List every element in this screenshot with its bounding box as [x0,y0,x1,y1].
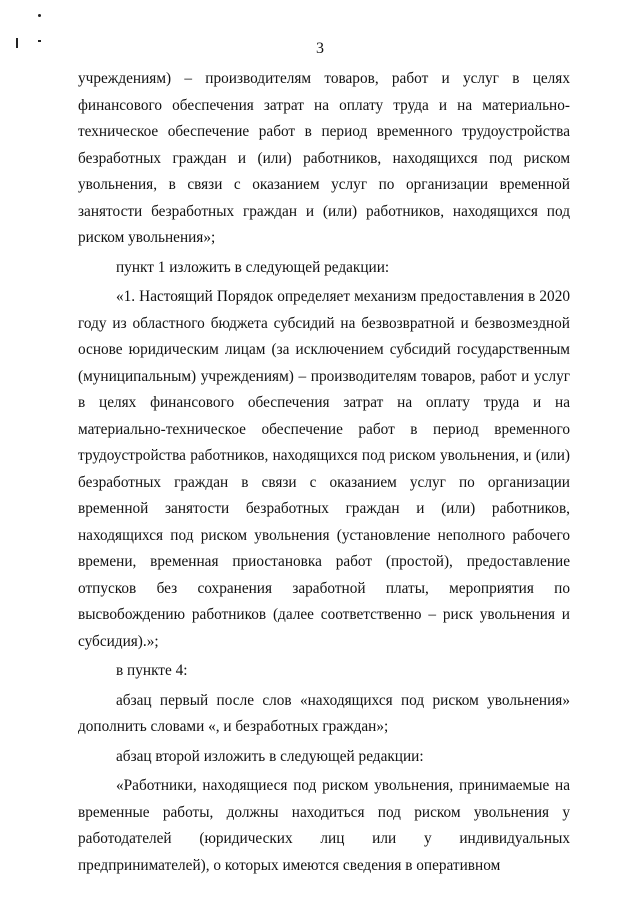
paragraph: «1. Настоящий Порядок определяет механизм предоставления в 2020 году из областного бюджета субсидий на безвозвратной и безвозмездной основе юридическим лицам (за исключением субсидий государственным (муниципальным) учреждениям) – производителям товаров, работ и услуг в целях финансового обеспечения затрат на оплату труда и на материально-техническое обеспечение работ в период временного трудоустройства работников, находящихся под риском увольнения, и (или) безработных граждан в связи с оказанием услуг по организации временной занятости безработных граждан и (или) работников, находящихся под риском увольнения (установление неполного рабочего времени, временная приостановка работ (простой), предоставление отпусков без сохранения заработной платы, мероприятия по высвобождению работников (далее соответственно – риск увольнения и субсидия).»; [78,288,570,650]
paragraph: абзац второй изложить в следующей редакции: [116,747,424,765]
paragraph: абзац первый после слов «находящихся под риском увольнения» дополнить словами «, и безработных граждан»; [78,691,570,735]
paragraph: «Работники, находящиеся под риском увольнения, принимаемые на временные работы, должны находиться под риском увольнения у работодателей (юридических лиц или у индивидуальных предпринимателей), о которых имеются сведения в оперативном [78,777,570,874]
paragraph: в пункте 4: [116,662,188,679]
paragraph-continuation: учреждениям) – производителям товаров, работ и услуг в целях финансового обеспечения затрат на оплату труда и на материально-техническое обеспечение работ в период временного трудоустройства безработных граждан и (или) работников, находящихся под риском увольнения, в связи с оказанием услуг по организации временной занятости безработных граждан и (или) работников, находящихся под риском увольнения»; [78,70,570,246]
page-number: 3 [316,40,324,57]
paragraph: пункт 1 изложить в следующей редакции: [116,258,390,276]
document-body [78,66,570,879]
scan-artifact [38,14,41,17]
